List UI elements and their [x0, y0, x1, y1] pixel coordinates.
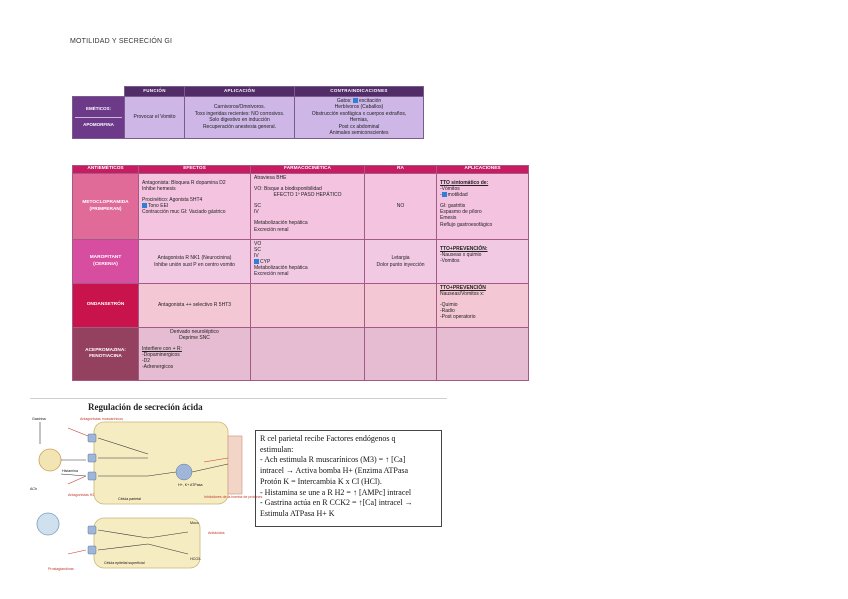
- antiacidos-label: Antiácidos: [208, 531, 225, 535]
- farmacocinetica-cell: VO SC IV CYP Metabolización hepática Excreción renal: [251, 240, 365, 284]
- receptor-ep: [88, 526, 96, 534]
- header-efectos: EFECTOS: [139, 166, 251, 174]
- ra-cell: [365, 328, 437, 381]
- down-arrow-icon: [254, 259, 259, 264]
- efectos-cell: Antagonista R NK1 (Neurocinina) Inhibe unión sust P en centro vomito: [139, 240, 251, 284]
- acid-secretion-diagram: [28, 414, 263, 576]
- efectos-cell: Antagonista: Bloquea R dopamina D2 Inhibe hemesis Procinético: Agonista 5HT4 Tono EEI Contracción muc GI: Vaciado gástrico: [139, 174, 251, 240]
- receptor-cck2: [88, 454, 96, 462]
- row-label-emeticos: EMÉTICOS: APOMORFINA: [73, 96, 125, 138]
- aplicaciones-cell: TTO sintomático de: -Vómitos motilidad GI: gastritis Espasmo de píloro Emesis Reflujo gastroesofágico: [437, 174, 529, 240]
- table-row: [73, 174, 529, 240]
- ra-cell: Letargia Dolor punto inyección: [365, 240, 437, 284]
- header-farmacocinetica: FARMACOCINÉTICA: [251, 166, 365, 174]
- d-cell-shape: [37, 513, 59, 535]
- farmacocinetica-cell: [251, 328, 365, 381]
- table-row: [73, 284, 529, 328]
- lumen-shape: [228, 436, 242, 494]
- receptor-m3: [88, 434, 96, 442]
- row-label-metoclopramida: METOCLOPRAMIDA (PRIMPERAN): [73, 174, 139, 240]
- efectos-cell: Antagonista ++ selectivo R 5HT3: [139, 284, 251, 328]
- header-antiemeticos: ANTIEMÉTICOS: [73, 166, 139, 174]
- ecl-cell-shape: [39, 449, 61, 471]
- figure-title: Regulación de secreción ácida: [88, 402, 203, 412]
- farmacocinetica-cell: Atraviesa BHE VO: Bisque a biodisponibilidad EFECTO 1º PASO HEPÁTICO SC IV Metabolización hepática Excreción renal: [251, 174, 365, 240]
- histamina-label: Histamina: [62, 469, 78, 473]
- aplicaciones-cell: TTO+PREVENCIÓN: -Nauseas x quimio -Vomitos: [437, 240, 529, 284]
- antagonistas-musc-label: Antagonistas muscarínicos: [80, 417, 123, 421]
- moco-label: Moco: [190, 521, 199, 525]
- aplicaciones-cell: TTO+PREVENCIÓN Nauseas/Vomitos x: -Quimio -Radio -Post operatorio: [437, 284, 529, 328]
- farmacocinetica-cell: [251, 284, 365, 328]
- row-label-acepromazina: ACEPROMAZINA: FENOTIACINA: [73, 328, 139, 381]
- parietal-cell-shape: [94, 422, 228, 504]
- aplicacion-cell: Carnivoros/Omnivoros. Toxs ingeridas recientes: NO corrosivos. Solo digestivo en inducción Recuperación anestesia general.: [185, 96, 295, 138]
- funcion-cell: Provocar el Vomito: [125, 96, 185, 138]
- atpasa-label: H+, K+ ATPasa: [178, 483, 203, 487]
- antagonistas-h2-label: Antagonistas H2: [68, 493, 95, 497]
- ach-label: ACh: [30, 487, 37, 491]
- row-label-maropitant: MAROPITANT (CERENIA): [73, 240, 139, 284]
- header-funcion: FUNCIÓN: [125, 87, 185, 97]
- antiemeticos-table: [72, 165, 529, 381]
- page-title: MOTILIDAD Y SECRECIÓN GI: [70, 38, 173, 45]
- gastrina-label: Gastrina: [32, 417, 46, 421]
- header-aplicaciones: APLICACIONES: [437, 166, 529, 174]
- hco3-label: HCO3-: [190, 557, 202, 561]
- aplicaciones-cell: [437, 328, 529, 381]
- contraindicaciones-cell: Gatos: excitación Herbívoros (Caballos) Obstrucción esofágica x cuerpos extraños, Hernias, Post cx abdominal Animales semiconscientes: [295, 96, 424, 138]
- receptor-ep2: [88, 546, 96, 554]
- parietal-cell-notes: R cel parietal recibe Factores endógenos q estimulan: - Ach estimula R muscarínicos (M3) = ↑ [Ca] intracel → Activa bomba H+ (Enzima ATPasa Protón K = Intercambia K x Cl (HCl). - Histamina se une a R H2 = ↑ [AMPc] intracel - Gastrina actúa en R CCK2 = ↑[Ca] intracel → Estimula ATPasa H+ K: [255, 430, 442, 527]
- ra-cell: NO: [365, 174, 437, 240]
- prostaglandinas-label: Prostaglandinas: [48, 567, 74, 571]
- inhibidores-label: Inhibidores de la bomba de protones: [204, 495, 263, 499]
- parietal-cell-label: Célula parietal: [118, 497, 141, 501]
- up-arrow-icon: [353, 98, 358, 103]
- header-aplicacion: APLICACIÓN: [185, 87, 295, 97]
- epithelial-cell-label: Célula epitelial superficial: [104, 561, 145, 565]
- ra-cell: [365, 284, 437, 328]
- table-row: [73, 328, 529, 381]
- up-arrow-icon: [142, 203, 147, 208]
- row-label-ondansetron: ONDANSETRÓN: [73, 284, 139, 328]
- proton-pump: [176, 464, 192, 480]
- header-contraindicaciones: CONTRAINDICACIONES: [295, 87, 424, 97]
- down-arrow-icon: [442, 192, 447, 197]
- emeticos-table: [72, 86, 424, 139]
- section-divider: [30, 398, 447, 399]
- header-ra: RA: [365, 166, 437, 174]
- table-row: [73, 240, 529, 284]
- efectos-cell: Derivado neuroléptico Deprime SNC Interfiere con + R: -Dopaminergicos -D2 -Adrenergicos: [139, 328, 251, 381]
- receptor-h2: [88, 472, 96, 480]
